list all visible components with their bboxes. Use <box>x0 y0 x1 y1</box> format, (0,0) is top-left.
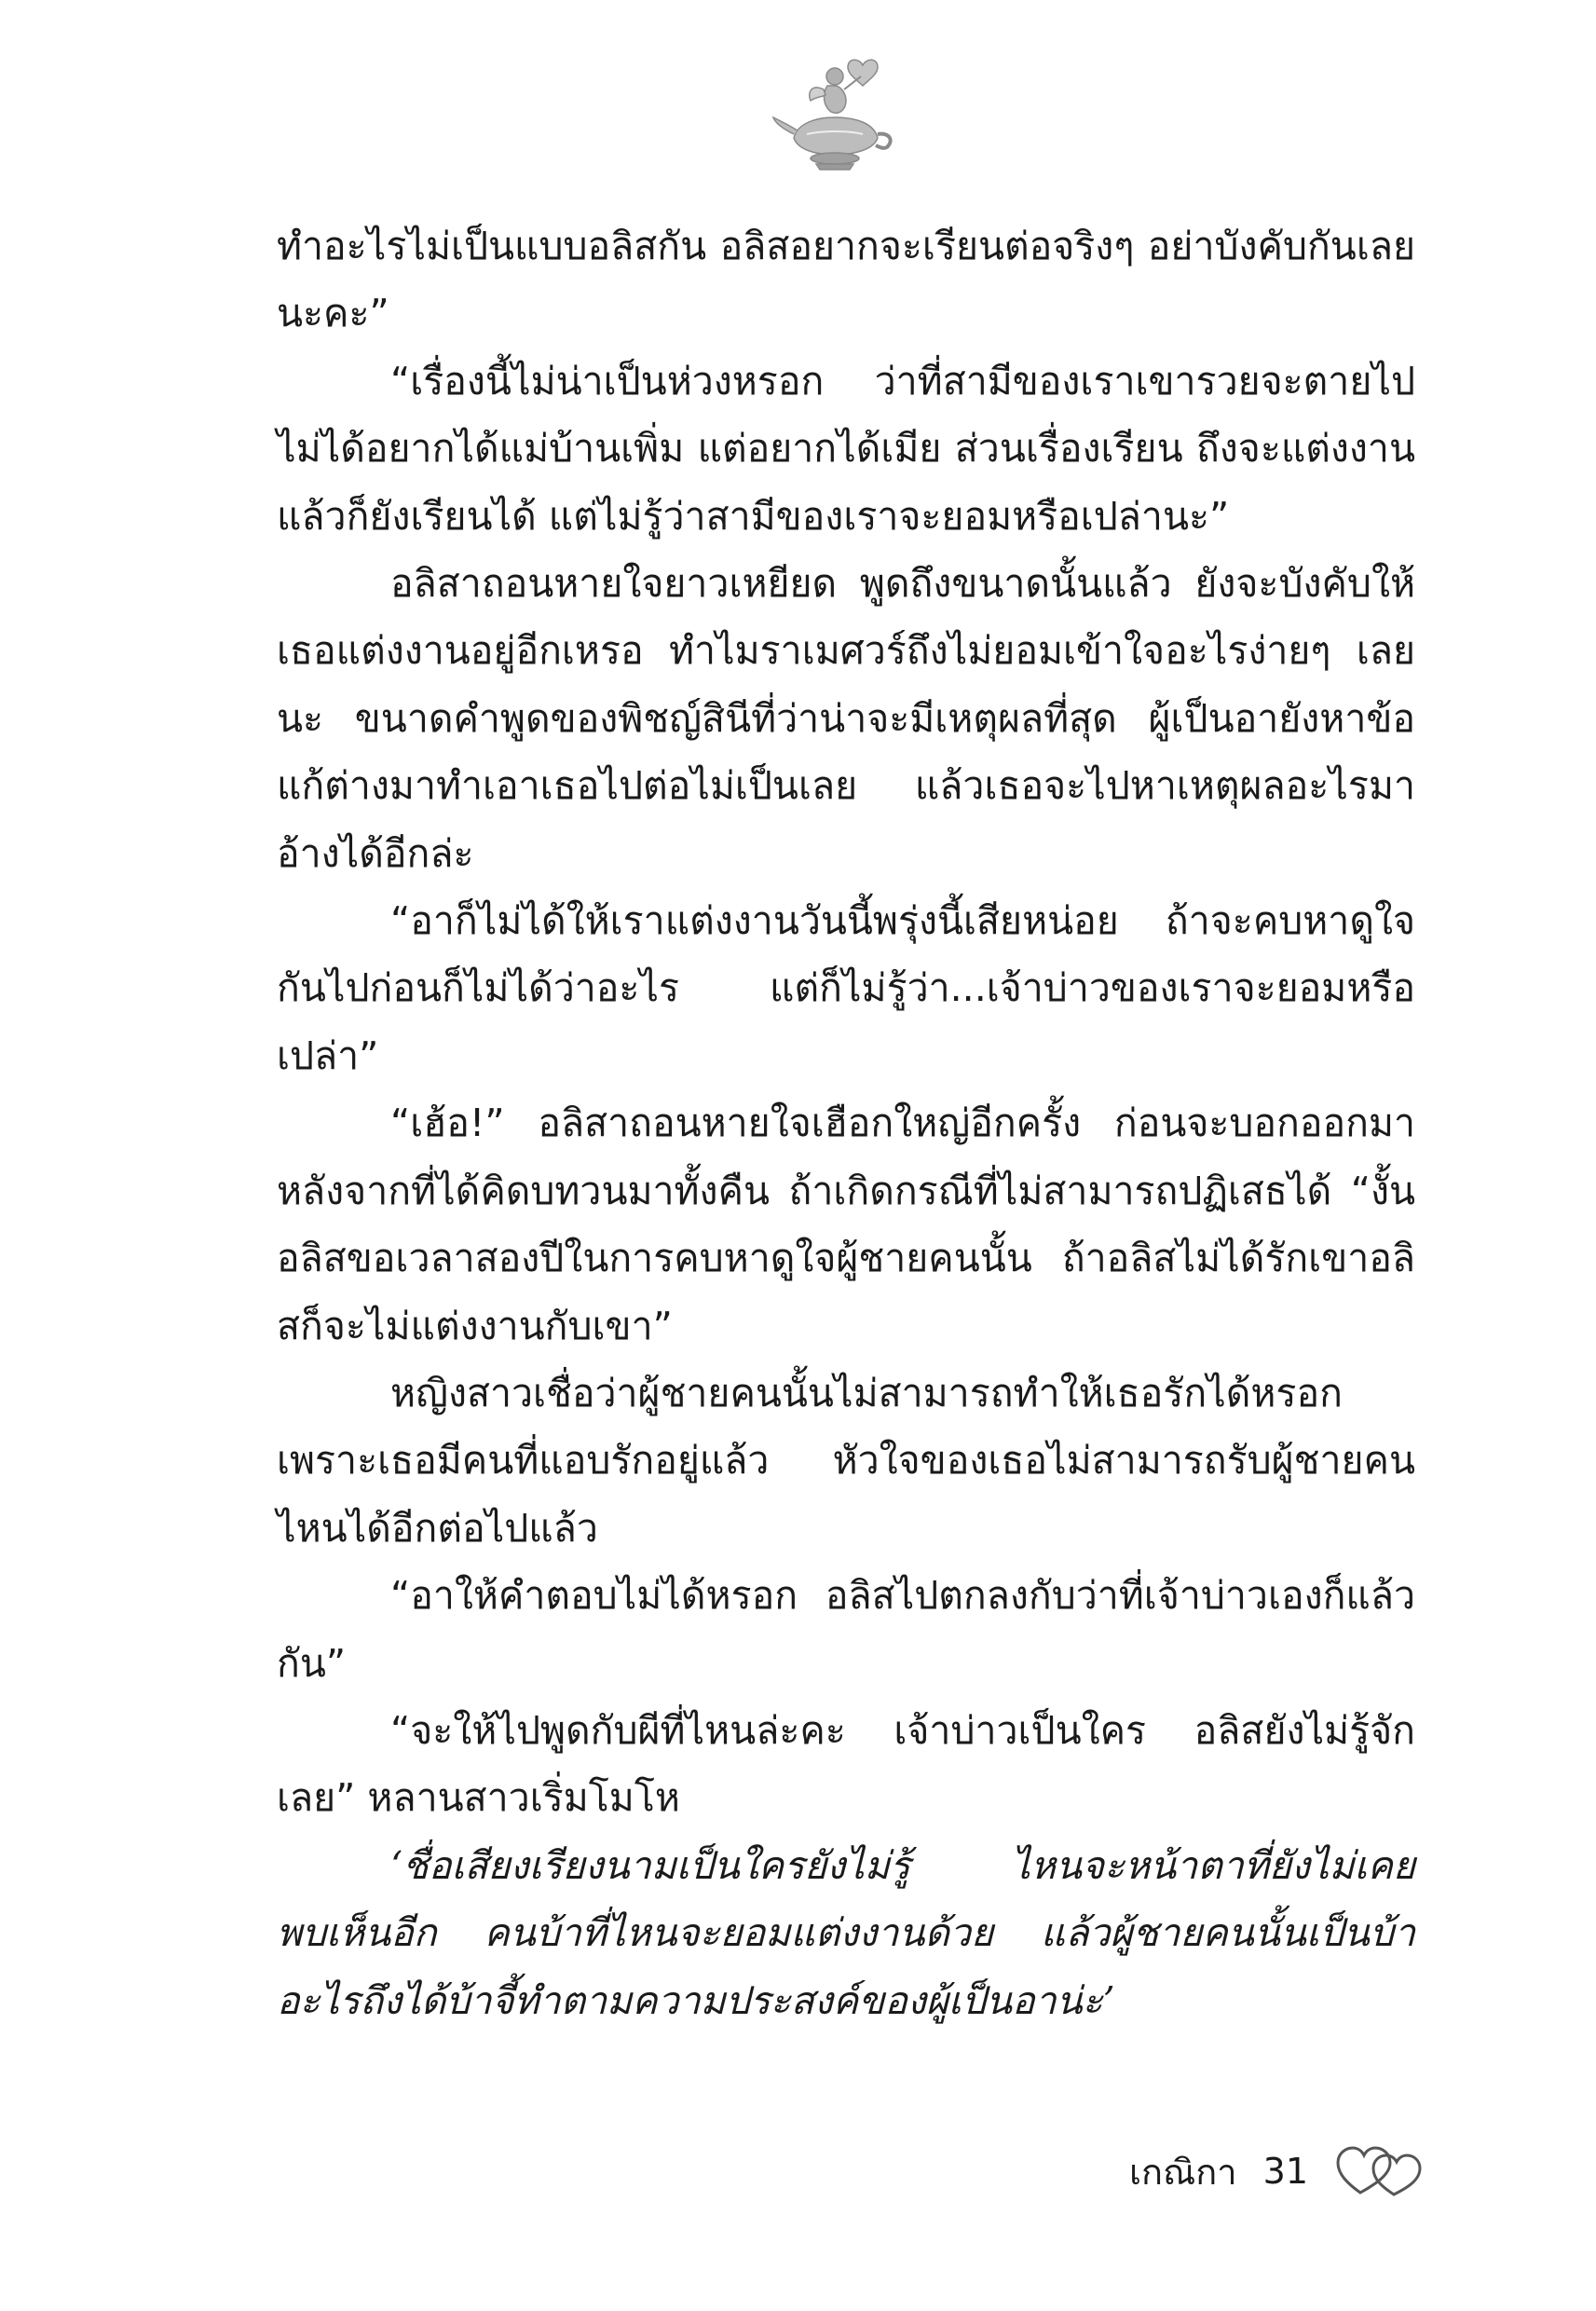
paragraph-7: “อาให้คำตอบไม่ได้หรอก อลิสไปตกลงกับว่าที่เจ้าบ่าวเองก็แล้วกัน” <box>277 1573 1415 1686</box>
paragraph-3: อลิสาถอนหายใจยาวเหยียด พูดถึงขนาดนั้นแล้ว ยังจะบังคับให้เธอแต่งงานอยู่อีกเหรอ ทำไมราเมศวร์ถึงไม่ยอมเข้าใจอะไรง่ายๆ เลยนะ ขนาดคำพูดของพิชญ์สินีที่ว่าน่าจะมีเหตุผลที่สุด ผู้เป็นอายังหาข้อแก้ต่างมาทำเอาเธอไปต่อไม่เป็นเลย แล้วเธอจะไปหาเหตุผลอะไรมาอ้างได้อีกล่ะ <box>277 561 1415 876</box>
paragraph-6: หญิงสาวเชื่อว่าผู้ชายคนนั้นไม่สามารถทำให้เธอรักได้หรอก เพราะเธอมีคนที่แอบรักอยู่แล้ว หัวใจของเธอไม่สามารถรับผู้ชายคนไหนได้อีกต่อไปแล้ว <box>277 1370 1415 1551</box>
page-body <box>277 212 1415 2034</box>
paragraph-9: ‘ชื่อเสียงเรียงนามเป็นใครยังไม่รู้ ไหนจะหน้าตาที่ยังไม่เคยพบเห็นอีก คนบ้าที่ไหนจะยอมแต่งงานด้วย แล้วผู้ชายคนนั้นเป็นบ้าอะไรถึงได้บ้าจี้ทำตามความประสงค์ของผู้เป็นอาน่ะ’ <box>277 1842 1415 2023</box>
teapot-cupid-ornament-icon <box>770 48 900 179</box>
paragraph-8: “จะให้ไปพูดกับผีที่ไหนล่ะคะ เจ้าบ่าวเป็นใคร อลิสยังไม่รู้จักเลย” หลานสาวเริ่มโมโห <box>277 1707 1415 1821</box>
paragraph-2: “เรื่องนี้ไม่น่าเป็นห่วงหรอก ว่าที่สามีของเราเขารวยจะตายไปไม่ได้อยากได้แม่บ้านเพิ่ม แต่อยากได้เมีย ส่วนเรื่องเรียน ถึงจะแต่งงานแล้วก็ยังเรียนได้ แต่ไม่รู้ว่าสามีของเราจะยอมหรือเปล่านะ” <box>277 358 1415 539</box>
paragraph-4: “อาก็ไม่ได้ให้เราแต่งงานวันนี้พรุ่งนี้เสียหน่อย ถ้าจะคบหาดูใจกันไปก่อนก็ไม่ได้ว่าอะไร แต่ก็ไม่รู้ว่า...เจ้าบ่าวของเราจะยอมหรือเปล่า” <box>277 898 1415 1078</box>
page-number: 31 <box>1262 2151 1308 2192</box>
paragraph-1: ทำอะไรไม่เป็นแบบอลิสกัน อลิสอยากจะเรียนต่อจริงๆ อย่าบังคับกันเลยนะคะ” <box>277 224 1415 336</box>
double-heart-outline-icon <box>1334 2144 1424 2198</box>
footer-book-title: เกณิกา <box>1129 2151 1237 2193</box>
page-footer <box>1129 2139 1424 2204</box>
paragraph-5: “เฮ้อ!” อลิสาถอนหายใจเฮือกใหญ่อีกครั้ง ก่อนจะบอกออกมาหลังจากที่ได้คิดบทวนมาทั้งคืน ถ้าเกิดกรณีที่ไม่สามารถปฏิเสธได้ “งั้นอลิสขอเวลาสองปีในการคบหาดูใจผู้ชายคนนั้น ถ้าอลิสไม่ได้รักเขาอลิสก็จะไม่แต่งงานกับเขา” <box>277 1101 1415 1348</box>
